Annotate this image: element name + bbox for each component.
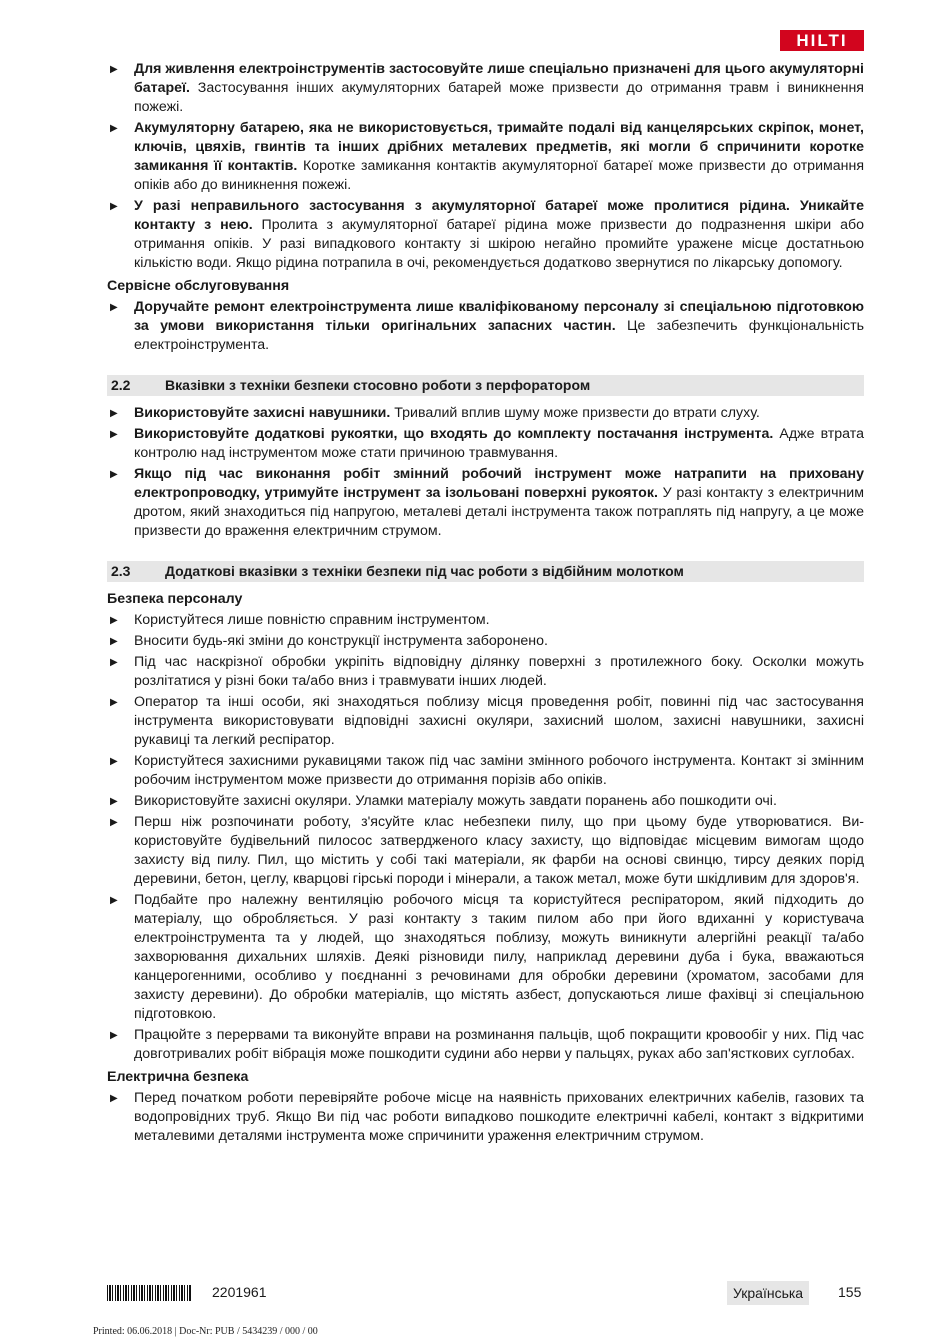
personal-safety-heading: Безпека персоналу (107, 591, 243, 607)
list-item: ▶ Використовуйте захисні навушники. Тривалий вплив шуму може призвести до втрати слуху. (110, 405, 760, 421)
list-item: ▶ Оператор та інші особи, які знаходяться поблизу місця проведення робіт, повинні під час застосування інструмента використовувати відповідні захисні окуляри, захисний шолом, захисні навушники, захисні рукавиці та легкий респіратор. (110, 694, 864, 748)
section-heading-2-3: 2.3 Додаткові вказівки з техніки безпеки під час роботи з відбійним молотком (107, 561, 864, 582)
list-item: ▶ Користуйтеся захисними рукавицями також під час заміни змінного робочого інструмента. Контакт зі змінним робочим інструментом може призвести до отримання порізів або опіків. (110, 753, 864, 788)
list-item: ▶ Користуйтеся лише повністю справним інструментом. (110, 612, 490, 628)
list-item: ▶ Перед початком роботи перевіряйте робоче місце на наявність прихованих електричних кабелів, газових та водопровідних труб. Якщо Ви під час роботи випадково пошкодите електричні кабелі, контакт з відкритими металевими деталями інструмента може спричинити ураження електричним струмом. (110, 1090, 864, 1144)
bullet-icon: ▶ (110, 615, 118, 626)
bullet-icon: ▶ (110, 64, 118, 75)
document-code: 2201961 (212, 1284, 267, 1300)
page-content (107, 60, 864, 1148)
page-number: 155 (838, 1284, 862, 1300)
bullet-icon: ▶ (110, 1030, 118, 1041)
hilti-logo: HILTI (780, 30, 864, 51)
list-item: ▶ Перш ніж розпочинати роботу, з'ясуйте клас небезпеки пилу, що при цьому буде утворюватися. Використовуйте будівельний пилосос затвердженого класу захисту, що відповідає місцевим вимогам щодо захисту від пилу. Пил, що містить у собі такі матеріали, як фарби на основі свинцю, тирсу деяких порід деревини, бетон, цеглу, кварцові гірські породи і мінерали, а також метал, може бути шкідливим для здоров'я. (110, 814, 864, 887)
list-item: ▶ Під час наскрізної обробки укріпіть відповідну ділянку поверхні з протилежного боку. Осколки можуть розлітатися у різні боки та/або вниз і травмувати інших людей. (110, 654, 864, 689)
bullet-icon: ▶ (110, 636, 118, 647)
bullet-icon: ▶ (110, 408, 118, 419)
bullet-icon: ▶ (110, 657, 118, 668)
bullet-icon: ▶ (110, 302, 118, 313)
list-item: ▶ Подбайте про належну вентиляцію робочого місця та користуйтеся респіратором, який підходить до матеріалу, що обробляється. У разі контакту з таким пилом або при його вдиханні у користувача електроінструмента та у людей, що знаходяться поблизу, можуть виникнути алергійні реакції та/або захворювання дихальних шляхів. Деякі різновиди пилу, наприклад деревини дуба і бука, вважаються канцерогенними, особливо у поєднанні з речовинами для обробки деревини (хроматом, засобами для захисту деревини). До обробки матеріалів, що містять азбест, допускаються лише фахівці зі спеціальною підготовкою. (110, 892, 864, 1022)
electrical-safety-heading: Електрична безпека (107, 1069, 249, 1085)
language-label: Українська (727, 1281, 809, 1305)
bullet-icon: ▶ (110, 756, 118, 767)
list-item: ▶ Для живлення електроінструментів застосовуйте лише спеціально призначені для цього акумуляторні батареї. Застосування інших акумуляторних батарей може призвести до отримання травм і виникнення пожежі. (110, 61, 864, 115)
service-heading: Сервісне обслуговування (107, 278, 290, 294)
section-heading-2-2: 2.2 Вказівки з техніки безпеки стосовно роботи з перфоратором (107, 375, 864, 396)
bullet-icon: ▶ (110, 469, 118, 480)
list-item: ▶ Якщо під час виконання робіт змінний робочий інструмент може натрапити на приховану електропроводку, утримуйте інструмент за ізольовані поверхні рукояток. У разі контакту з електричним дротом, який знаходиться під напругою, металеві деталі інструмента також потраплять під напругу, а це може призвести до враження електричним струмом. (110, 466, 864, 539)
list-item: ▶ Використовуйте захисні окуляри. Уламки матеріалу можуть завдати поранень або пошкодити очі. (110, 793, 777, 809)
list-item: ▶ Доручайте ремонт електроінструмента лише кваліфікованому персоналу зі спеціальною підготовкою за умови використання тільки оригінальних запасних частин. Це забезпечить функціональність електроінструмента. (110, 299, 864, 353)
list-item: ▶ Вносити будь-які зміни до конструкції інструмента заборонено. (110, 633, 548, 649)
bullet-icon: ▶ (110, 796, 118, 807)
bullet-icon: ▶ (110, 429, 118, 440)
list-item: ▶ Працюйте з перервами та виконуйте вправи на розминання пальців, щоб покращити кровообіг у них. Під час довготривалих робіт вібрація може пошкодити судини або нерви у пальцях, руках або зап'ясткових суглобах. (110, 1027, 864, 1062)
bullet-icon: ▶ (110, 123, 118, 134)
list-item: ▶ Акумуляторну батарею, яка не використовується, тримайте подалі від канцелярських скріпок, монет, ключів, цвяхів, гвинтів та інших дрібних металевих предметів, які могли б спричинити коротке замикання її контактів. Коротке замикання контактів акумуляторної батареї може призвести до отримання опіків або до виникнення пожежі. (110, 120, 864, 193)
bullet-icon: ▶ (110, 895, 118, 906)
bullet-icon: ▶ (110, 817, 118, 828)
print-info: Printed: 06.06.2018 | Doc-Nr: PUB / 5434239 / 000 / 00 (93, 1326, 318, 1337)
list-item: ▶ Використовуйте додаткові рукоятки, що входять до комплекту постачання інструмента. Адже втрата контролю над інструментом може стати причиною травмування. (110, 426, 864, 461)
list-item: ▶ У разі неправильного застосування з акумуляторної батареї може пролитися рідина. Уникайте контакту з нею. Пролита з акумуляторної батареї рідина може призвести до подразнення шкіри або отримання опіків. У разі випадкового контакту зі шкірою негайно промийте уражене місце достатньою кількістю води. Якщо рідина потрапила в очі, рекомендується додатково звернутися по лікарську допомогу. (110, 198, 864, 271)
bullet-icon: ▶ (110, 697, 118, 708)
bullet-icon: ▶ (110, 201, 118, 212)
barcode (107, 1285, 192, 1301)
bullet-icon: ▶ (110, 1093, 118, 1104)
